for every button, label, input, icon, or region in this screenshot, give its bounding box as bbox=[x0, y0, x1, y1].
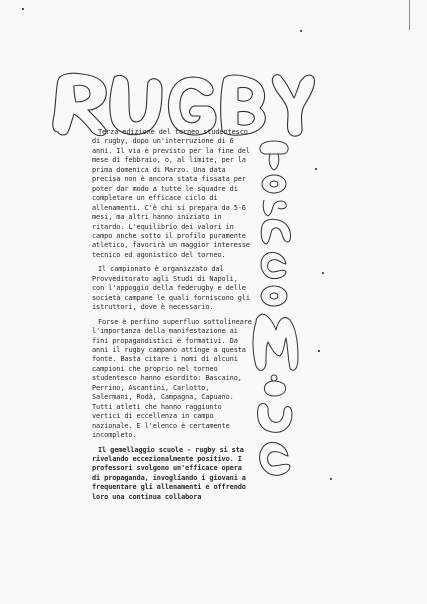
scan-speck bbox=[300, 30, 302, 32]
article-paragraph: Il campionato è organizzato dal Provveditorato agli Studi di Napoli, con l'appoggio della federugby e delle società campane le quali forniscono gli istruttori, dove è necessario. bbox=[92, 265, 250, 312]
scan-speck bbox=[330, 478, 332, 480]
article-paragraph: Il gemellaggio scuole - rugby si sta rivelando eccezionalmente positivo. I professori svolgono un'efficace opera di propaganda, invogliando i giovani a frequentare gli allenamenti e offrendo loro una continua collabora bbox=[92, 445, 246, 501]
scan-speck bbox=[322, 272, 324, 274]
scan-edge-mark bbox=[409, 0, 410, 30]
scan-speck bbox=[315, 168, 317, 170]
side-bubble-title bbox=[248, 138, 300, 484]
scan-speck bbox=[318, 350, 320, 352]
article-paragraph: Terza edizione del torneo studentesco di rugby, dopo un'interruzione di 6 anni. Il via è previsto per la fine del mese di febbraio, o, al limite, per la prima domenica di Marzo. Una data precisa non è ancora stata fissata per poter dar modo a tutte le squadre di completare un efficace ciclo di allenamenti. C'è chi si prepara da 5-6 mesi, ma altri hanno iniziato in ritardo. L'equilibrio dei valori in campo anche sotto il profilo puramente atletico, favorirà un maggior interesse tecnico ed agonistico del torneo. bbox=[92, 128, 250, 259]
article-paragraph: Forse è perfino superfluo sottolineare l'importanza della manifestazione ai fini propagandistici e formativi. Da anni il rugby campano attinge a questa fonte. Basta citare i nomi di alcuni campioni che proprio nel torneo studentesco hanno esordito: Bascaino, Perrino, Ascantini, Carlotto, Salermani, Rodà, Campagna, Capuano. Tutti atleti che hanno raggiunto vertici di eccellenza in campo nazionale. E l'elenco è certamente incompleto. bbox=[92, 317, 252, 440]
scan-speck bbox=[22, 8, 24, 10]
article-body bbox=[92, 128, 252, 502]
